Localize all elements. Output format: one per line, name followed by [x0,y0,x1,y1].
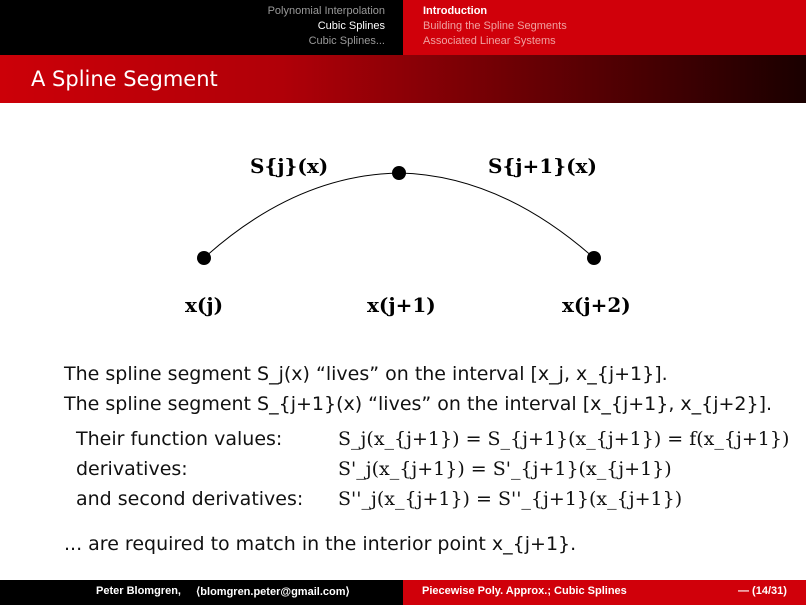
condition-label: and second derivatives: [76,488,304,510]
spline-curve-right [399,173,594,258]
section-nav [0,0,393,55]
frame-title-bar [0,55,806,103]
nav-section-cubic-splines[interactable]: Cubic Splines [317,20,385,32]
footer-page-number: — (14/31) [738,585,787,597]
nav-subsection-building-segments[interactable]: Building the Spline Segments [423,20,567,32]
node-xj2 [587,251,601,265]
footer-course-title: Piecewise Poly. Approx.; Cubic Splines [422,585,627,597]
condition-row-derivatives [0,458,806,484]
footer-left [0,580,403,605]
spline-diagram [0,103,806,353]
condition-row-values [0,428,806,454]
condition-equation: S_j(x_{j+1}) = S_{j+1}(x_{j+1}) = f(x_{j+1}) [338,428,790,450]
footer-email: ⟨blomgren.peter@gmail.com⟩ [196,586,350,598]
condition-equation: S'_j(x_{j+1}) = S'_{j+1}(x_{j+1}) [338,458,672,480]
text-line-1: The spline segment S_j(x) “lives” on the interval [x_j, x_{j+1}]. [64,363,668,385]
nav-subsection-introduction[interactable]: Introduction [423,5,488,17]
node-xj [197,251,211,265]
node-xj1 [392,166,406,180]
subsection-nav [403,0,806,55]
footer-bar [0,580,806,605]
node-label-xj: x(j) [185,293,224,317]
condition-equation: S''_j(x_{j+1}) = S''_{j+1}(x_{j+1}) [338,488,683,510]
segment-label-right: S{j+1}(x) [488,154,597,178]
footer-author: Peter Blomgren, [96,585,181,597]
frame-title: A Spline Segment [31,67,218,91]
nav-subsection-linear-systems[interactable]: Associated Linear Systems [423,35,556,47]
condition-label: Their function values: [76,428,283,450]
top-navigation-bar [0,0,806,55]
condition-label: derivatives: [76,458,188,480]
footer-right [403,580,806,605]
nav-section-polynomial-interpolation[interactable]: Polynomial Interpolation [267,5,385,17]
node-label-xj2: x(j+2) [562,293,631,317]
condition-row-second-derivatives [0,488,806,514]
spline-curve-left [204,173,399,258]
segment-label-left: S{j}(x) [250,154,329,178]
nav-section-cubic-splines-more[interactable]: Cubic Splines... [308,35,385,47]
closing-text: ... are required to match in the interior point x_{j+1}. [64,533,577,555]
node-label-xj1: x(j+1) [367,293,436,317]
text-line-2: The spline segment S_{j+1}(x) “lives” on the interval [x_{j+1}, x_{j+2}]. [64,393,773,415]
